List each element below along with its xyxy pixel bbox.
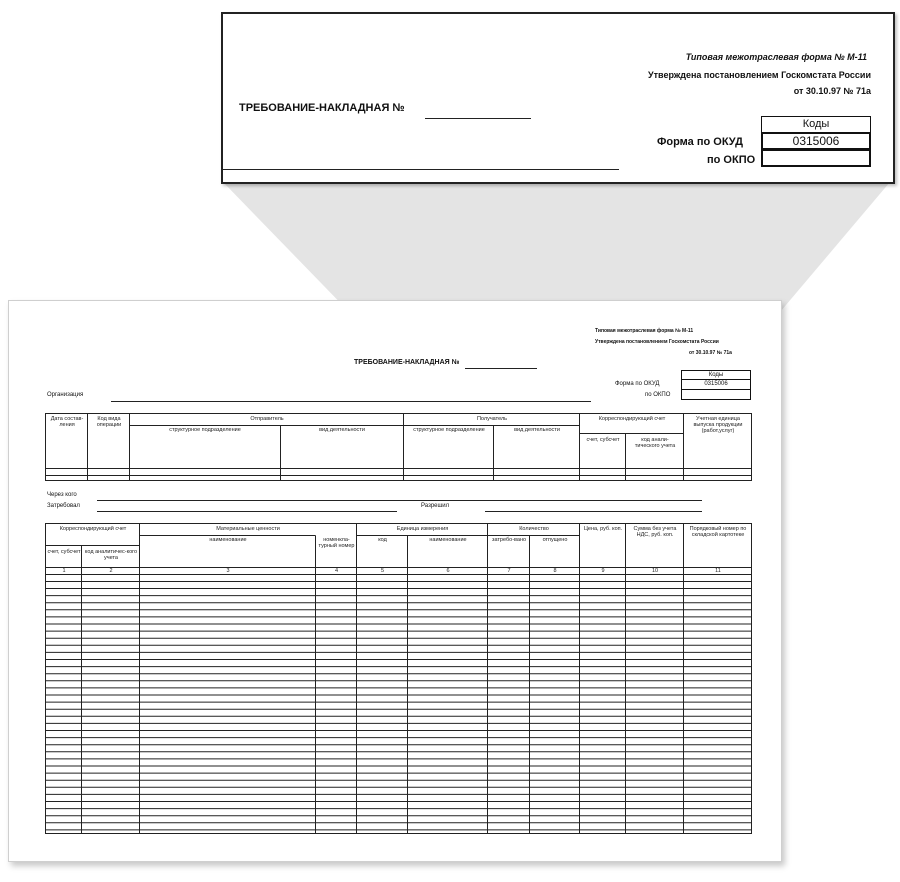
- t1-op-code: Код вида операции: [96, 416, 122, 428]
- t2-card-no: Порядковый номер по складской картотеке: [689, 526, 747, 538]
- sheet-approved-date: от 30.10.97 № 71а: [689, 350, 732, 356]
- t2-material: Материальные ценности: [216, 526, 280, 532]
- sheet-requested-label: Затребовал: [47, 503, 80, 509]
- t1-sender-unit: структурное подразделение: [169, 427, 241, 433]
- t2-quantity: Количество: [519, 526, 549, 532]
- t2-colnum: 8: [553, 568, 557, 574]
- t2-unit-code: код: [378, 537, 387, 543]
- t2-colnum: 1: [62, 568, 66, 574]
- t2-colnum: 11: [715, 568, 721, 574]
- t2-requested: затребо-вано: [491, 537, 527, 543]
- t1-sender: Отправитель: [250, 416, 284, 422]
- sheet-form-type: Типовая межотраслевая форма № М-11: [595, 328, 694, 334]
- t1-receiver-activity: вид деятельности: [514, 427, 560, 433]
- zoom-form-type: Типовая межотраслевая форма № М-11: [685, 52, 867, 62]
- t2-colnum: 5: [380, 568, 385, 574]
- sheet-okud-value: 0315006: [704, 381, 728, 387]
- sheet-allowed-label: Разрешил: [421, 503, 450, 509]
- t2-unit: Единица измерения: [396, 526, 449, 532]
- zoom-okud-label: Форма по ОКУД: [657, 136, 743, 148]
- zoom-approved: Утверждена постановлением Госкомстата России: [648, 70, 871, 80]
- t1-sender-activity: вид деятельности: [319, 427, 365, 433]
- zoom-codes-header: [761, 116, 871, 133]
- zoom-okud-value: 0315006: [792, 134, 840, 148]
- t2-colnum: 9: [601, 568, 605, 574]
- t2-unit-name: наименование: [429, 537, 467, 543]
- t2-colnum: 2: [109, 568, 113, 574]
- t2-released: отпущено: [542, 537, 568, 543]
- sheet-okud-label: Форма по ОКУД: [615, 381, 660, 387]
- t2-price: Цена, руб. коп.: [583, 526, 623, 532]
- t2-account-sub: счет, субсчет: [47, 549, 81, 555]
- t2-colnum: 4: [334, 568, 339, 574]
- table2-grid: [9, 301, 781, 861]
- sheet-org-label: Организация: [47, 392, 84, 398]
- t2-colnum: 3: [226, 568, 230, 574]
- zoom-callout: [221, 12, 895, 184]
- t2-analytic-code: код аналитичес-кого учета: [84, 549, 138, 561]
- zoom-approved-date: от 30.10.97 № 71а: [793, 86, 871, 96]
- t2-colnum: 10: [651, 568, 659, 574]
- zoom-org-line: [223, 169, 619, 170]
- t2-name: наименование: [209, 537, 247, 543]
- t1-analytic-code: код анали-тического учета: [634, 437, 676, 449]
- t2-nomenclature-no: номенкла-турный номер: [318, 537, 355, 549]
- zoom-number-line: [425, 118, 531, 119]
- zoom-codes-label: Коды: [802, 118, 830, 130]
- t1-account-sub: счет, субсчет: [586, 437, 620, 443]
- t1-unit-output: Учетная единица выпуска продукции (работ,услуг): [693, 416, 743, 434]
- t2-colnum: 7: [507, 568, 511, 574]
- t2-colnum: 6: [446, 568, 450, 574]
- sheet-okpo-label: по ОКПО: [645, 392, 671, 398]
- sheet-through-label: Через кого: [47, 492, 77, 498]
- zoom-okpo-box: [761, 149, 871, 167]
- t1-receiver: Получатель: [476, 416, 508, 422]
- t1-corr-account: Корреспондирующий счет: [598, 416, 666, 422]
- t1-date: Дата состав-ления: [50, 416, 84, 428]
- t1-receiver-unit: структурное подразделение: [413, 427, 485, 433]
- zoom-title: ТРЕБОВАНИЕ-НАКЛАДНАЯ №: [239, 102, 405, 114]
- zoom-okpo-label: по ОКПО: [707, 154, 756, 166]
- zoom-okud-box: [761, 132, 871, 150]
- sheet-codes-label: Коды: [708, 372, 724, 378]
- t2-corr-account: Корреспондирующий счет: [59, 526, 127, 532]
- sheet-approved: Утверждена постановлением Госкомстата России: [595, 339, 719, 345]
- sheet-title: ТРЕБОВАНИЕ-НАКЛАДНАЯ №: [354, 359, 460, 366]
- form-sheet: [8, 300, 782, 862]
- t2-sum: Сумма без учета НДС, руб. коп.: [633, 526, 677, 538]
